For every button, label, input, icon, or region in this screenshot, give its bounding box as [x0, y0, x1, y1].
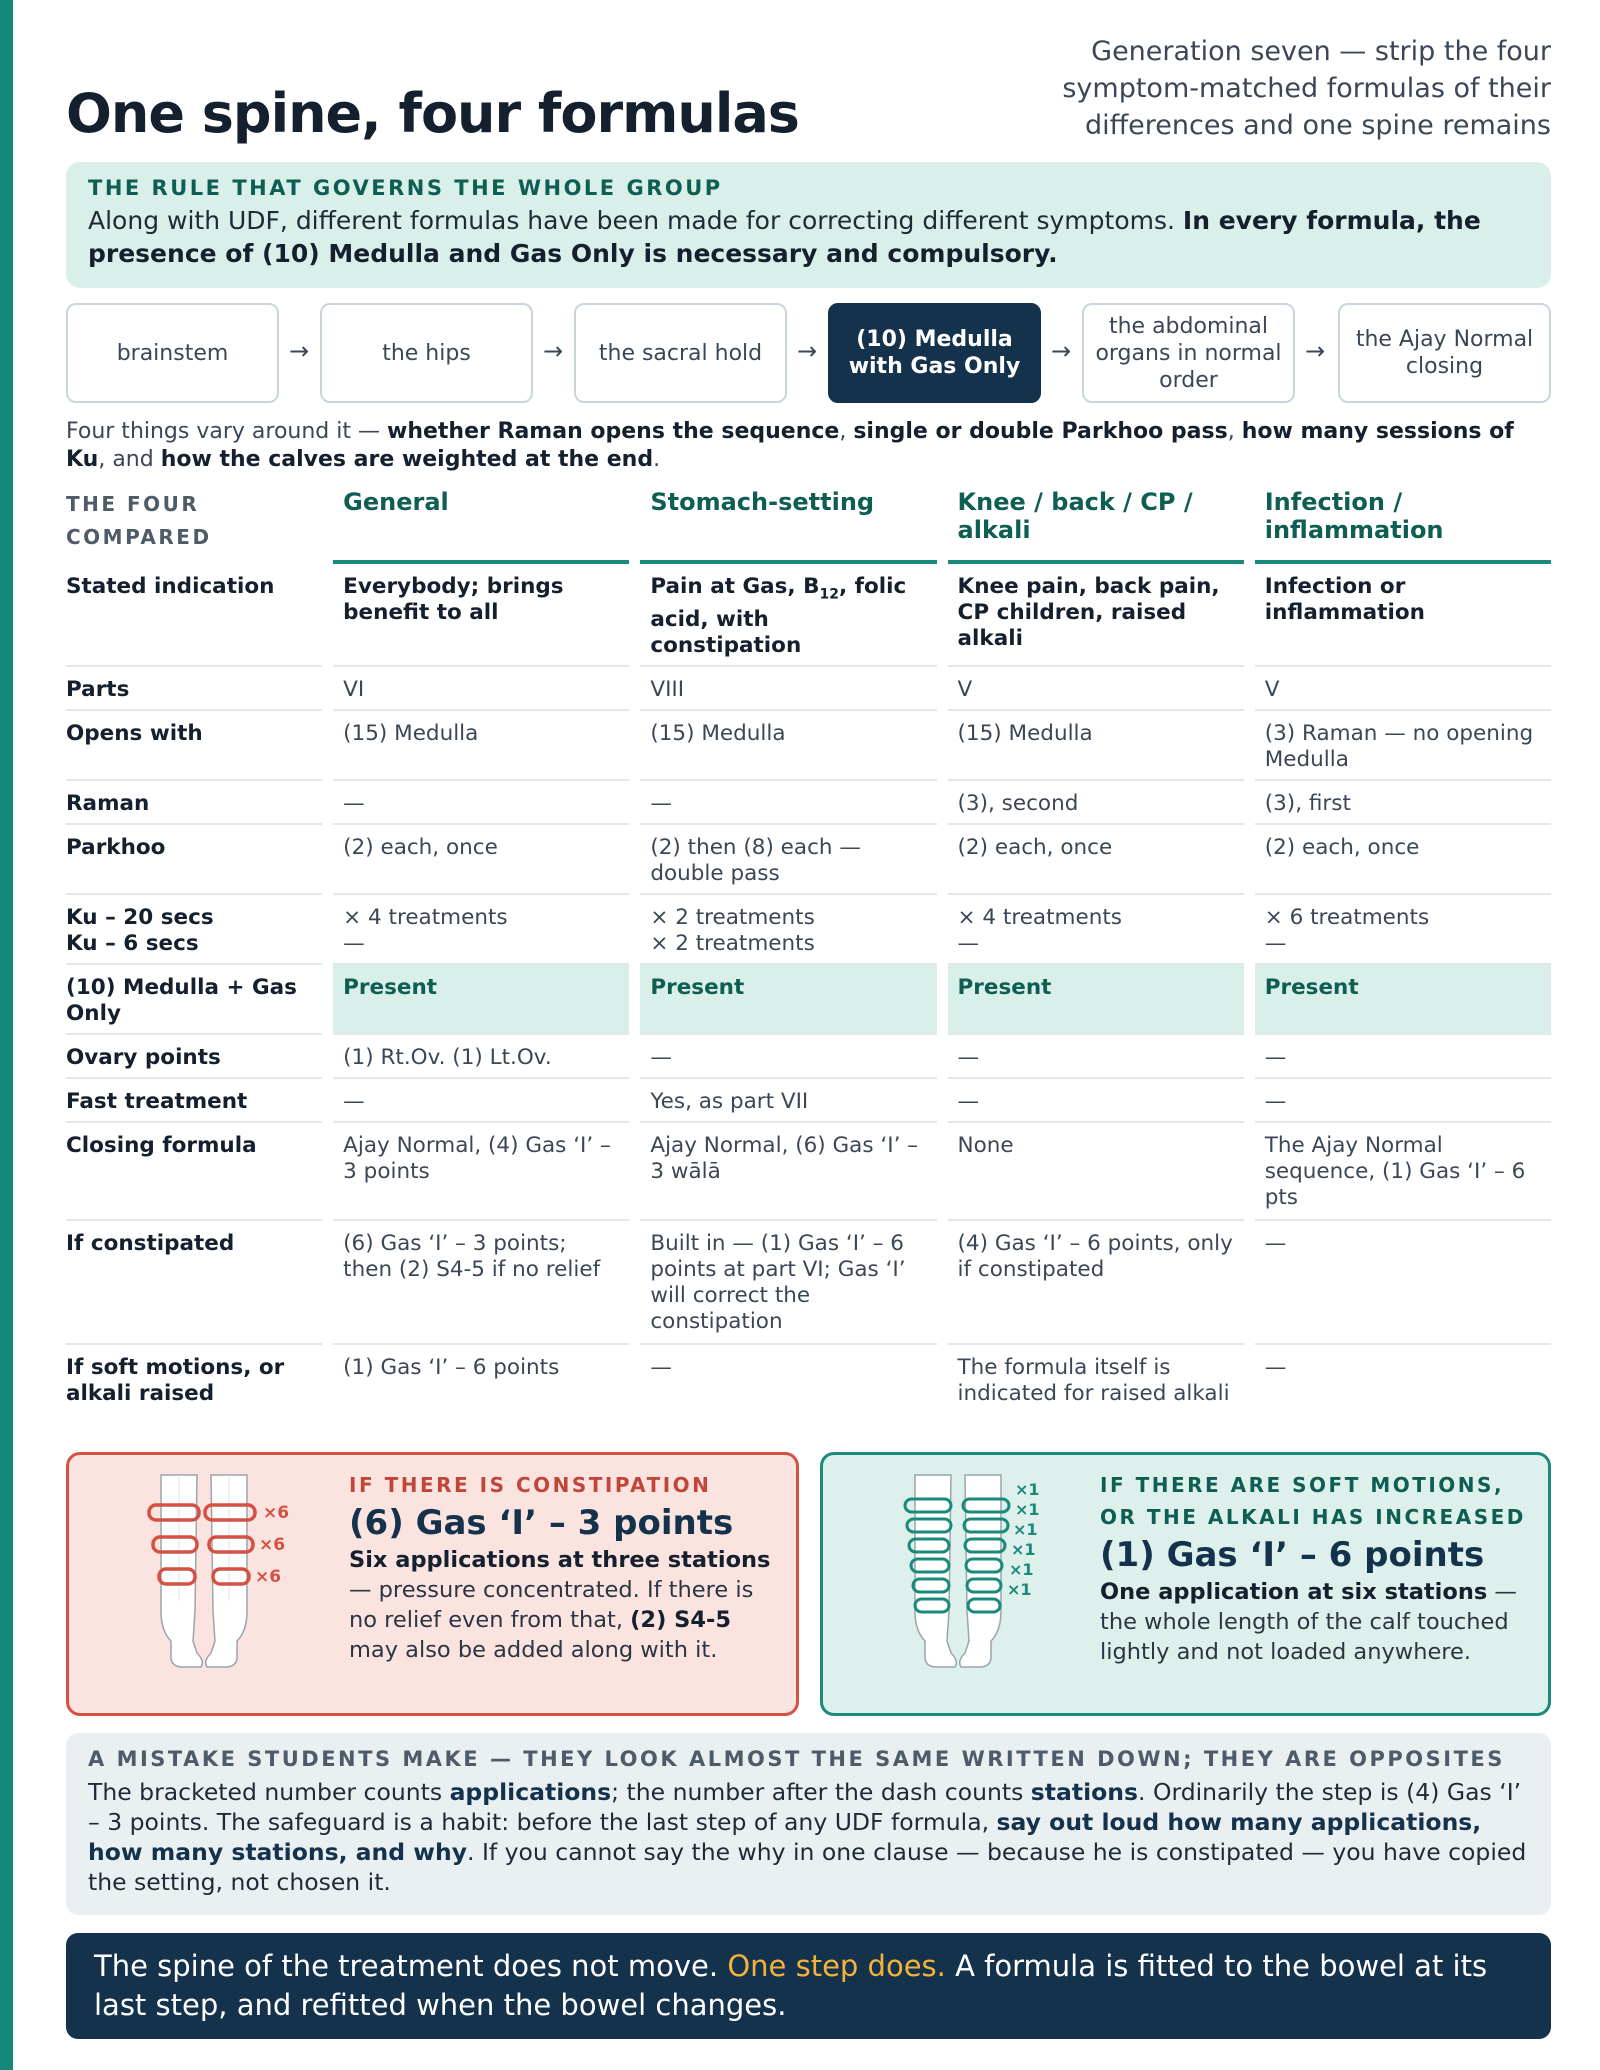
- table-row: [66, 1221, 1551, 1345]
- table-row: [66, 895, 1551, 965]
- vary-text: Four things vary around it —: [66, 419, 387, 444]
- row-label-line: Ku – 6 secs: [66, 931, 199, 957]
- table-cell: —: [1264, 1355, 1287, 1381]
- table-row: [66, 825, 1551, 895]
- table-cell: —: [1255, 1035, 1551, 1079]
- table-cell: Yes, as part VII: [640, 1079, 936, 1123]
- mistake-plain: ; the number after the dash counts: [611, 1778, 1031, 1806]
- calves-six-stations-icon: [885, 1471, 1065, 1671]
- station-mark: ×1: [1007, 1580, 1032, 1599]
- flow-arrow-icon: →: [796, 337, 818, 365]
- table-cell: (1) Rt.Ov. (1) Lt.Ov.: [333, 1035, 629, 1079]
- station-mark: ×6: [259, 1535, 286, 1555]
- present-cell: Present: [640, 965, 936, 1035]
- station-mark: ×1: [1015, 1480, 1040, 1499]
- page-subtitle: Generation seven — strip the four symptom-matched formulas of their differences and one spine remains: [1062, 36, 1551, 141]
- sequence-flow: [66, 303, 1551, 403]
- table-cell: V: [1255, 667, 1551, 711]
- table-row-highlight: [66, 965, 1551, 1035]
- table-cell: (2) each, once: [1255, 825, 1551, 895]
- vary-bold: how many sessions of Ku: [66, 419, 1514, 472]
- table-cell: (15) Medulla: [333, 711, 629, 781]
- table-cell: (6) Gas ‘I’ – 3 points; then (2) S4-5 if no relief: [333, 1221, 629, 1345]
- callout-title: (6) Gas ‘I’ – 3 points: [349, 1503, 734, 1543]
- table-cell: —: [333, 781, 629, 825]
- flow-step-ajay-normal: the Ajay Normal closing: [1338, 303, 1551, 403]
- table-cell: VI: [333, 667, 629, 711]
- table-cell: Built in — (1) Gas ‘I’ – 6 points at part VI; Gas ‘I’ will correct the constipation: [640, 1221, 936, 1345]
- station-mark: ×6: [263, 1503, 290, 1523]
- table-cell: —: [650, 1355, 672, 1381]
- table-cell: —: [640, 1035, 936, 1079]
- row-label: Opens with: [66, 711, 322, 781]
- flow-arrow-icon: →: [1050, 337, 1072, 365]
- vary-text: ,: [839, 419, 854, 444]
- mistake-box: [66, 1733, 1551, 1915]
- cell-line: × 4 treatments: [343, 905, 508, 931]
- row-label-line: Ku – 20 secs: [66, 905, 214, 931]
- flow-step-sacral-hold: the sacral hold: [574, 303, 787, 403]
- comparison-table: [66, 484, 1551, 1441]
- row-label: If soft motions, or alkali raised: [66, 1355, 285, 1407]
- callout-bold: (2) S4-5: [630, 1607, 732, 1633]
- table-cell: Infection or inflammation: [1255, 564, 1551, 667]
- table-row: [66, 667, 1551, 711]
- cell-line: × 2 treatments: [650, 905, 815, 931]
- row-label: Parts: [66, 667, 322, 711]
- rule-text: [88, 204, 1529, 270]
- table-cell: (15) Medulla: [640, 711, 936, 781]
- row-label: Parkhoo: [66, 825, 322, 895]
- rule-text-plain: Along with UDF, different formulas have been made for correcting different symptoms.: [88, 206, 1183, 235]
- mistake-heading: A MISTAKE STUDENTS MAKE — THEY LOOK ALMOST THE SAME WRITTEN DOWN; THEY ARE OPPOSITES: [88, 1747, 1505, 1771]
- present-cell: Present: [333, 965, 629, 1035]
- page: [66, 0, 1551, 2022]
- table-cell: (15) Medulla: [948, 711, 1244, 781]
- table-cell: —: [948, 1079, 1244, 1123]
- table-cell: (2) each, once: [333, 825, 629, 895]
- station-mark: ×1: [1011, 1540, 1036, 1559]
- table-cell: (3), second: [948, 781, 1244, 825]
- column-header-infection: Infection / inflammation: [1255, 484, 1551, 564]
- callout-bold: Six applications at three stations: [349, 1547, 771, 1573]
- callout-title: (1) Gas ‘I’ – 6 points: [1100, 1535, 1485, 1575]
- present-cell: Present: [948, 965, 1244, 1035]
- table-cell: (2) then (8) each — double pass: [640, 825, 936, 895]
- flow-arrow-icon: →: [542, 337, 564, 365]
- callout-bold: One application at six stations: [1100, 1579, 1488, 1605]
- flow-step-brainstem: brainstem: [66, 303, 279, 403]
- constipation-callout: [66, 1452, 799, 1716]
- table-cell: —: [1255, 1221, 1551, 1345]
- table-cell: The formula itself is indicated for raised alkali: [957, 1355, 1230, 1407]
- cell-line: × 2 treatments: [650, 931, 815, 957]
- rule-heading: THE RULE THAT GOVERNS THE WHOLE GROUP: [88, 176, 723, 200]
- constipation-callout-body: [349, 1469, 779, 1665]
- calves-three-stations-icon: [131, 1471, 311, 1671]
- soft-motions-callout: [820, 1452, 1551, 1716]
- station-mark: ×1: [1013, 1520, 1038, 1539]
- table-row: [66, 781, 1551, 825]
- callout-kicker: IF THERE ARE SOFT MOTIONS, OR THE ALKALI HAS INCREASED: [1100, 1473, 1526, 1529]
- vary-text: , and: [98, 447, 161, 472]
- spine-text: The spine of the treatment does not move.: [94, 1949, 728, 1983]
- flow-arrow-icon: →: [288, 337, 310, 365]
- table-cell: [1255, 895, 1551, 965]
- table-row: [66, 1345, 1551, 1441]
- flow-arrow-icon: →: [1304, 337, 1326, 365]
- table-cell: [948, 895, 1244, 965]
- row-label: If constipated: [66, 1221, 322, 1345]
- mistake-plain: . Ordinarily the step is (4) Gas ‘I’ – 3 points. The safeguard is a habit: before the last step of any UDF formula,: [88, 1778, 1522, 1836]
- row-label: Ovary points: [66, 1035, 322, 1079]
- table-header-row: [66, 484, 1551, 564]
- cell-line: —: [957, 931, 980, 957]
- table-row: [66, 1123, 1551, 1221]
- table-cell: —: [640, 781, 936, 825]
- table-cell: Everybody; brings benefit to all: [333, 564, 629, 667]
- callout-text: [349, 1545, 779, 1665]
- page-title: One spine, four formulas: [66, 82, 799, 145]
- vary-bold: single or double Parkhoo pass: [853, 419, 1228, 444]
- cell-line: —: [1264, 931, 1287, 957]
- flow-step-hips: the hips: [320, 303, 533, 403]
- row-label: [66, 895, 322, 965]
- table-cell: VIII: [640, 667, 936, 711]
- table-cell: V: [948, 667, 1244, 711]
- table-cell: (3), first: [1255, 781, 1551, 825]
- column-header-knee-back: Knee / back / CP / alkali: [948, 484, 1244, 564]
- table-cell: Pain at Gas, $B_{12}$, folic acid, with constipation: [640, 564, 936, 667]
- rule-text-bold: In every formula, the presence of (10) Medulla and Gas Only is necessary and compulsory.: [88, 206, 1481, 268]
- table-cell: —: [1255, 1079, 1551, 1123]
- cell-line: × 6 treatments: [1264, 905, 1430, 931]
- table-cell: None: [948, 1123, 1244, 1221]
- row-label: Stated indication: [66, 564, 322, 667]
- callout-plain: — the whole length of the calf touched lightly and not loaded anywhere.: [1100, 1579, 1517, 1665]
- spine-summary-banner: [66, 1933, 1551, 2039]
- soft-motions-callout-body: [1100, 1469, 1530, 1667]
- table-row: [66, 564, 1551, 667]
- table-cell: [640, 895, 936, 965]
- mistake-bold: stations: [1030, 1778, 1139, 1806]
- table-cell: (4) Gas ‘I’ – 6 points, only if constipated: [948, 1221, 1244, 1345]
- table-corner-label: THE FOUR COMPARED: [66, 492, 212, 549]
- callout-kicker: IF THERE IS CONSTIPATION: [349, 1473, 712, 1497]
- column-header-stomach-setting: Stomach-setting: [640, 484, 936, 564]
- mistake-plain: . If you cannot say the why in one clause — because he is constipated — you have copied the setting, not chosen it.: [88, 1838, 1527, 1896]
- station-mark: ×1: [1015, 1500, 1040, 1519]
- table-cell: (2) each, once: [948, 825, 1244, 895]
- table-cell: —: [333, 1079, 629, 1123]
- accent-sidebar-bar: [0, 0, 13, 2070]
- station-mark: ×1: [1009, 1560, 1034, 1579]
- mistake-text: [88, 1777, 1529, 1897]
- column-header-general: General: [333, 484, 629, 564]
- spine-highlight: One step does.: [727, 1949, 946, 1983]
- table-row: [66, 1035, 1551, 1079]
- mistake-plain: The bracketed number counts: [88, 1778, 450, 1806]
- flow-step-abdominal-organs: the abdominal organs in normal order: [1082, 303, 1295, 403]
- mistake-bold: say out loud how many applications, how many stations, and why: [88, 1808, 1482, 1866]
- table-cell: Knee pain, back pain, CP children, raised alkali: [948, 564, 1244, 667]
- table-row: [66, 711, 1551, 781]
- station-mark: ×6: [255, 1567, 282, 1587]
- cell-line: × 4 treatments: [957, 905, 1122, 931]
- vary-text: .: [653, 447, 661, 472]
- cell-line: —: [343, 931, 365, 957]
- vary-bold: how the calves are weighted at the end: [160, 447, 654, 472]
- table-cell: The Ajay Normal sequence, (1) Gas ‘I’ – 6 pts: [1255, 1123, 1551, 1221]
- table-cell: [333, 895, 629, 965]
- callout-plain: — pressure concentrated. If there is no relief even from that,: [349, 1577, 754, 1633]
- row-label: Closing formula: [66, 1123, 322, 1221]
- table-cell: Ajay Normal, (6) Gas ‘I’ – 3 wālā: [640, 1123, 936, 1221]
- table-cell: (1) Gas ‘I’ – 6 points: [343, 1355, 560, 1381]
- vary-text: ,: [1227, 419, 1242, 444]
- spine-text: A formula is fitted to the bowel at its last step, and refitted when the bowel changes.: [94, 1949, 1488, 2022]
- variation-note: [66, 418, 1551, 474]
- table-cell: Ajay Normal, (4) Gas ‘I’ – 3 points: [333, 1123, 629, 1221]
- row-label: Raman: [66, 781, 322, 825]
- row-label: (10) Medulla + Gas Only: [66, 965, 322, 1035]
- callout-plain: may also be added along with it.: [349, 1637, 718, 1663]
- vary-bold: whether Raman opens the sequence: [387, 419, 840, 444]
- rule-box: [66, 162, 1551, 288]
- flow-step-medulla-gas-only: (10) Medulla with Gas Only: [828, 303, 1041, 403]
- header: [66, 0, 1551, 160]
- callout-text: [1100, 1577, 1530, 1667]
- table-row: [66, 1079, 1551, 1123]
- table-cell: —: [948, 1035, 1244, 1079]
- mistake-bold: applications: [449, 1778, 612, 1806]
- row-label: Fast treatment: [66, 1079, 322, 1123]
- table-cell: (3) Raman — no opening Medulla: [1255, 711, 1551, 781]
- present-cell: Present: [1255, 965, 1551, 1035]
